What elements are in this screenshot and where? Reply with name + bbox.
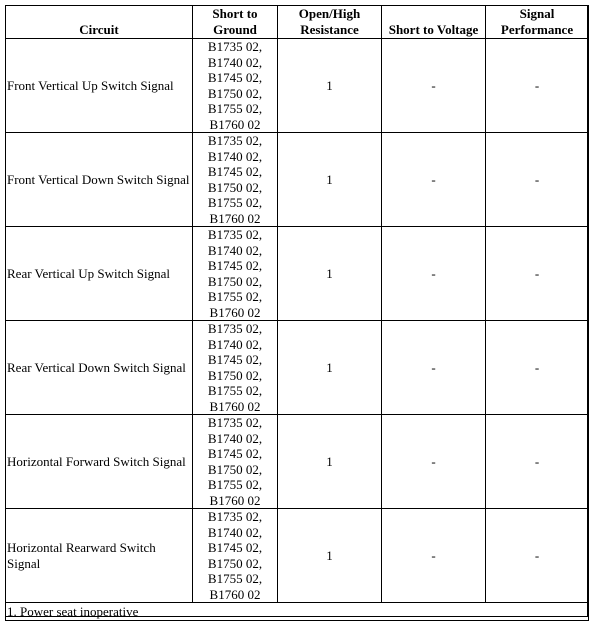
open-high-resistance-cell: 1: [278, 39, 382, 133]
dtc-code: B1735 02,: [207, 509, 263, 524]
header-short-to-voltage: Short to Voltage: [382, 6, 486, 39]
open-high-resistance-cell: 1: [278, 133, 382, 227]
signal-performance-cell: -: [486, 227, 589, 321]
short-to-voltage-cell: -: [382, 39, 486, 133]
dtc-code: B1755 02,: [207, 477, 263, 492]
circuit-name-cell: Horizontal Rearward Switch Signal: [6, 509, 193, 603]
table-row: [6, 227, 589, 321]
dtc-code: B1750 02,: [207, 85, 263, 101]
dtc-code: B1745 02,: [207, 446, 263, 461]
short-to-ground-codes-cell: [193, 509, 278, 603]
dtc-code: B1760 02: [209, 210, 261, 226]
dtc-code: B1760 02: [209, 492, 261, 508]
circuit-diagnostic-table: [5, 5, 589, 621]
open-high-resistance-cell: 1: [278, 227, 382, 321]
dtc-code: B1760 02: [209, 586, 261, 602]
circuit-name-cell: Front Vertical Down Switch Signal: [6, 133, 193, 227]
table-row: [6, 415, 589, 509]
circuit-name-cell: Front Vertical Up Switch Signal: [6, 39, 193, 133]
header-circuit: Circuit: [6, 6, 193, 39]
signal-performance-cell: -: [486, 415, 589, 509]
dtc-code: B1750 02,: [207, 367, 263, 383]
dtc-code: B1760 02: [209, 398, 261, 414]
short-to-ground-codes-cell: [193, 415, 278, 509]
circuit-name-cell: Rear Vertical Up Switch Signal: [6, 227, 193, 321]
dtc-code: B1755 02,: [207, 289, 263, 304]
table-row: [6, 509, 589, 603]
dtc-code: B1750 02,: [207, 179, 263, 195]
dtc-code: B1750 02,: [207, 555, 263, 571]
header-signal-performance: Signal Performance: [486, 6, 589, 39]
short-to-ground-codes-cell: [193, 39, 278, 133]
dtc-code: B1735 02,: [207, 39, 263, 54]
dtc-code: B1750 02,: [207, 273, 263, 289]
short-to-ground-codes-cell: [193, 321, 278, 415]
dtc-code: B1740 02,: [207, 524, 263, 540]
circuit-name-cell: Horizontal Forward Switch Signal: [6, 415, 193, 509]
dtc-code: B1740 02,: [207, 54, 263, 70]
short-to-voltage-cell: -: [382, 321, 486, 415]
header-row: [6, 6, 589, 39]
open-high-resistance-cell: 1: [278, 415, 382, 509]
dtc-code: B1735 02,: [207, 321, 263, 336]
open-high-resistance-cell: 1: [278, 509, 382, 603]
dtc-code: B1745 02,: [207, 164, 263, 179]
dtc-code: B1740 02,: [207, 336, 263, 352]
dtc-code: B1740 02,: [207, 430, 263, 446]
circuit-diagnostic-table-container: [5, 5, 588, 617]
footnote: 1. Power seat inoperative: [6, 603, 589, 621]
open-high-resistance-cell: 1: [278, 321, 382, 415]
signal-performance-cell: -: [486, 509, 589, 603]
header-short-to-ground: Short to Ground: [193, 6, 278, 39]
dtc-code: B1740 02,: [207, 242, 263, 258]
dtc-code: B1745 02,: [207, 540, 263, 555]
dtc-code: B1745 02,: [207, 352, 263, 367]
header-open-high-resistance: Open/High Resistance: [278, 6, 382, 39]
dtc-code: B1735 02,: [207, 227, 263, 242]
dtc-code: B1760 02: [209, 304, 261, 320]
dtc-code: B1755 02,: [207, 383, 263, 398]
dtc-code: B1755 02,: [207, 195, 263, 210]
dtc-code: B1735 02,: [207, 415, 263, 430]
table-row: [6, 39, 589, 133]
dtc-code: B1755 02,: [207, 101, 263, 116]
circuit-name-cell: Rear Vertical Down Switch Signal: [6, 321, 193, 415]
signal-performance-cell: -: [486, 39, 589, 133]
signal-performance-cell: -: [486, 321, 589, 415]
dtc-code: B1755 02,: [207, 571, 263, 586]
dtc-code: B1735 02,: [207, 133, 263, 148]
table-body: [6, 39, 589, 621]
short-to-voltage-cell: -: [382, 227, 486, 321]
short-to-voltage-cell: -: [382, 133, 486, 227]
footnote-row: [6, 603, 589, 621]
short-to-voltage-cell: -: [382, 415, 486, 509]
table-row: [6, 321, 589, 415]
short-to-voltage-cell: -: [382, 509, 486, 603]
short-to-ground-codes-cell: [193, 133, 278, 227]
dtc-code: B1740 02,: [207, 148, 263, 164]
dtc-code: B1750 02,: [207, 461, 263, 477]
dtc-code: B1760 02: [209, 116, 261, 132]
dtc-code: B1745 02,: [207, 70, 263, 85]
table-header: [6, 6, 589, 39]
dtc-code: B1745 02,: [207, 258, 263, 273]
signal-performance-cell: -: [486, 133, 589, 227]
table-row: [6, 133, 589, 227]
short-to-ground-codes-cell: [193, 227, 278, 321]
